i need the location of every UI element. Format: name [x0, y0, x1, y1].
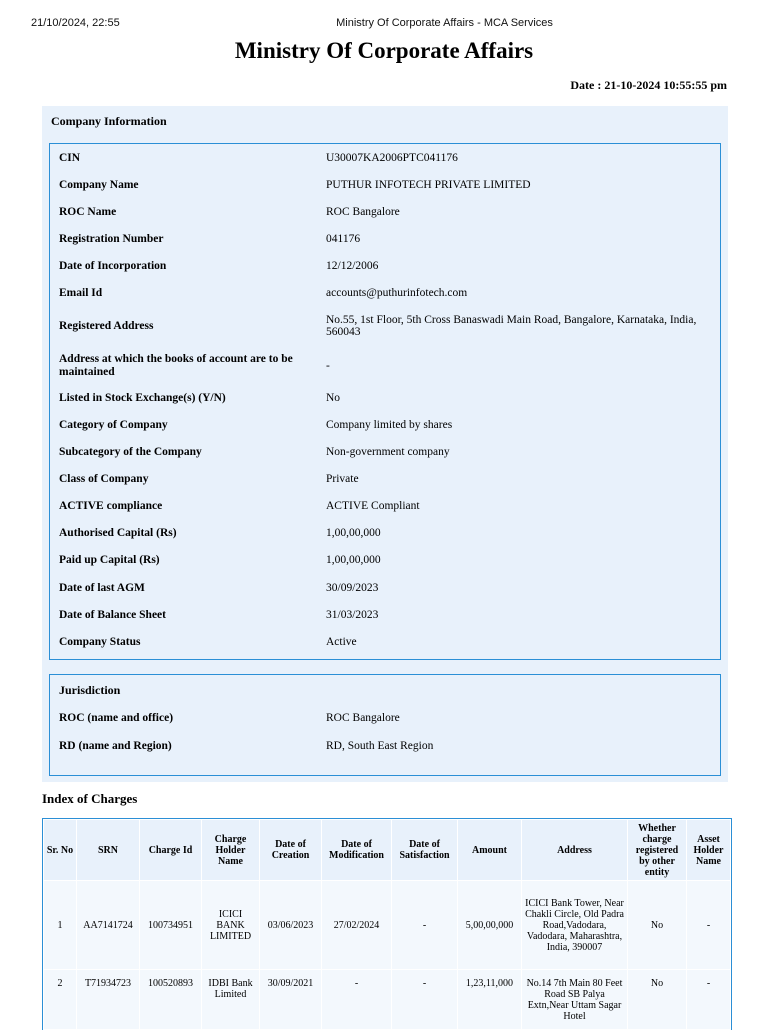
- info-value: Non-government company: [326, 446, 450, 458]
- table-cell: 1,23,11,000: [458, 970, 522, 1030]
- info-value: RD, South East Region: [326, 740, 434, 752]
- info-value: 12/12/2006: [326, 260, 379, 272]
- table-cell: -: [687, 881, 731, 970]
- info-value: accounts@puthurinfotech.com: [326, 287, 468, 299]
- info-row-email-id: [50, 286, 720, 300]
- info-value: Private: [326, 473, 359, 485]
- info-value: No: [326, 392, 341, 404]
- jurisdiction-row-rd: [50, 739, 720, 753]
- info-value: Company limited by shares: [326, 419, 453, 431]
- info-label: RD (name and Region): [59, 739, 172, 752]
- column-header: Date of Creation: [260, 820, 322, 881]
- info-value: ROC Bangalore: [326, 712, 400, 724]
- table-cell: -: [687, 970, 731, 1030]
- info-label: Company Status: [59, 635, 141, 648]
- info-row-paid-up-capital: [50, 553, 720, 567]
- info-label: Date of Balance Sheet: [59, 608, 166, 621]
- jurisdiction-box: [49, 674, 721, 776]
- info-row-subcategory: [50, 445, 720, 459]
- info-label: Category of Company: [59, 418, 168, 431]
- info-value: 31/03/2023: [326, 609, 379, 621]
- info-label: Email Id: [59, 286, 103, 299]
- table-cell: ICICI BANK LIMITED: [202, 881, 260, 970]
- table-row: [44, 970, 731, 1030]
- info-row-registration-number: [50, 232, 720, 246]
- table-cell: 27/02/2024: [322, 881, 392, 970]
- column-header: Amount: [458, 820, 522, 881]
- info-row-category-of-company: [50, 418, 720, 432]
- info-label: ROC (name and office): [59, 711, 174, 724]
- info-value: U30007KA2006PTC041176: [326, 152, 458, 164]
- table-cell: No.14 7th Main 80 Feet Road SB Palya Extn,Near Uttam Sagar Hotel: [522, 970, 628, 1030]
- column-header: Asset Holder Name: [687, 820, 731, 881]
- info-label: Registration Number: [59, 232, 164, 245]
- info-label: Date of Incorporation: [59, 259, 167, 272]
- charges-table-container: [42, 818, 732, 1030]
- info-value: ACTIVE Compliant: [326, 500, 420, 512]
- info-value: 041176: [326, 233, 361, 245]
- print-page-title: Ministry Of Corporate Affairs - MCA Services: [336, 17, 553, 29]
- info-value: PUTHUR INFOTECH PRIVATE LIMITED: [326, 179, 531, 191]
- column-header: SRN: [77, 820, 140, 881]
- info-row-cin: [50, 151, 720, 165]
- column-header: Date of Satisfaction: [392, 820, 458, 881]
- info-label: Date of last AGM: [59, 581, 145, 594]
- info-row-roc-name: [50, 205, 720, 219]
- info-row-books-of-account-address: [50, 352, 720, 380]
- info-row-company-status: [50, 635, 720, 649]
- info-row-date-of-last-agm: [50, 581, 720, 595]
- info-row-date-of-incorporation: [50, 259, 720, 273]
- table-cell: IDBI Bank Limited: [202, 970, 260, 1030]
- info-value: ROC Bangalore: [326, 206, 400, 218]
- table-cell: ICICI Bank Tower, Near Chakli Circle, Old Padra Road,Vadodara, Vadodara, Maharashtra, India, 390007: [522, 881, 628, 970]
- info-label: Class of Company: [59, 472, 149, 485]
- info-label: CIN: [59, 151, 81, 164]
- print-timestamp: 21/10/2024, 22:55: [31, 17, 120, 29]
- table-cell: -: [392, 881, 458, 970]
- company-information-panel: [42, 106, 728, 782]
- info-label: ACTIVE compliance: [59, 499, 163, 512]
- info-row-listed-in-stock-exchange: [50, 391, 720, 405]
- charges-header-row: [44, 820, 731, 881]
- column-header: Charge Id: [140, 820, 202, 881]
- table-cell: 1: [44, 881, 77, 970]
- table-cell: 2: [44, 970, 77, 1030]
- table-cell: 100520893: [140, 970, 202, 1030]
- charges-table: [43, 819, 731, 1030]
- company-details-box: [49, 143, 721, 660]
- info-label: Authorised Capital (Rs): [59, 526, 177, 539]
- column-header: Sr. No: [44, 820, 77, 881]
- info-row-active-compliance: [50, 499, 720, 513]
- table-row: [44, 881, 731, 970]
- info-row-registered-address: [50, 313, 720, 339]
- info-value: No.55, 1st Floor, 5th Cross Banaswadi Main Road, Bangalore, Karnataka, India, 560043: [326, 314, 697, 338]
- table-cell: 5,00,00,000: [458, 881, 522, 970]
- table-cell: AA7141724: [77, 881, 140, 970]
- column-header: Charge Holder Name: [202, 820, 260, 881]
- info-row-class-of-company: [50, 472, 720, 486]
- info-value: 1,00,00,000: [326, 554, 381, 566]
- page-title: Ministry Of Corporate Affairs: [234, 38, 534, 63]
- report-date: Date : 21-10-2024 10:55:55 pm: [570, 78, 727, 92]
- table-cell: 100734951: [140, 881, 202, 970]
- info-label: Paid up Capital (Rs): [59, 553, 160, 566]
- table-cell: T71934723: [77, 970, 140, 1030]
- info-label: Listed in Stock Exchange(s) (Y/N): [59, 391, 226, 404]
- column-header: Address: [522, 820, 628, 881]
- info-row-company-name: [50, 178, 720, 192]
- column-header: Whether charge registered by other entity: [628, 820, 687, 881]
- info-value: Active: [326, 636, 357, 648]
- jurisdiction-row-roc: [50, 711, 720, 725]
- info-label: Registered Address: [59, 319, 154, 332]
- info-label: Address at which the books of account are to be maintained: [59, 353, 293, 378]
- table-cell: -: [392, 970, 458, 1030]
- info-row-date-of-balance-sheet: [50, 608, 720, 622]
- table-cell: 03/06/2023: [260, 881, 322, 970]
- info-label: ROC Name: [59, 205, 117, 218]
- company-information-heading: Company Information: [51, 114, 167, 128]
- jurisdiction-heading: Jurisdiction: [59, 683, 121, 697]
- info-row-authorised-capital: [50, 526, 720, 540]
- table-cell: 30/09/2021: [260, 970, 322, 1030]
- info-value: 1,00,00,000: [326, 527, 381, 539]
- table-cell: -: [322, 970, 392, 1030]
- index-of-charges-heading: Index of Charges: [42, 791, 138, 806]
- table-cell: No: [628, 881, 687, 970]
- column-header: Date of Modification: [322, 820, 392, 881]
- table-cell: No: [628, 970, 687, 1030]
- info-value: 30/09/2023: [326, 582, 379, 594]
- info-value: -: [326, 360, 330, 372]
- info-label: Subcategory of the Company: [59, 445, 202, 458]
- info-label: Company Name: [59, 178, 139, 191]
